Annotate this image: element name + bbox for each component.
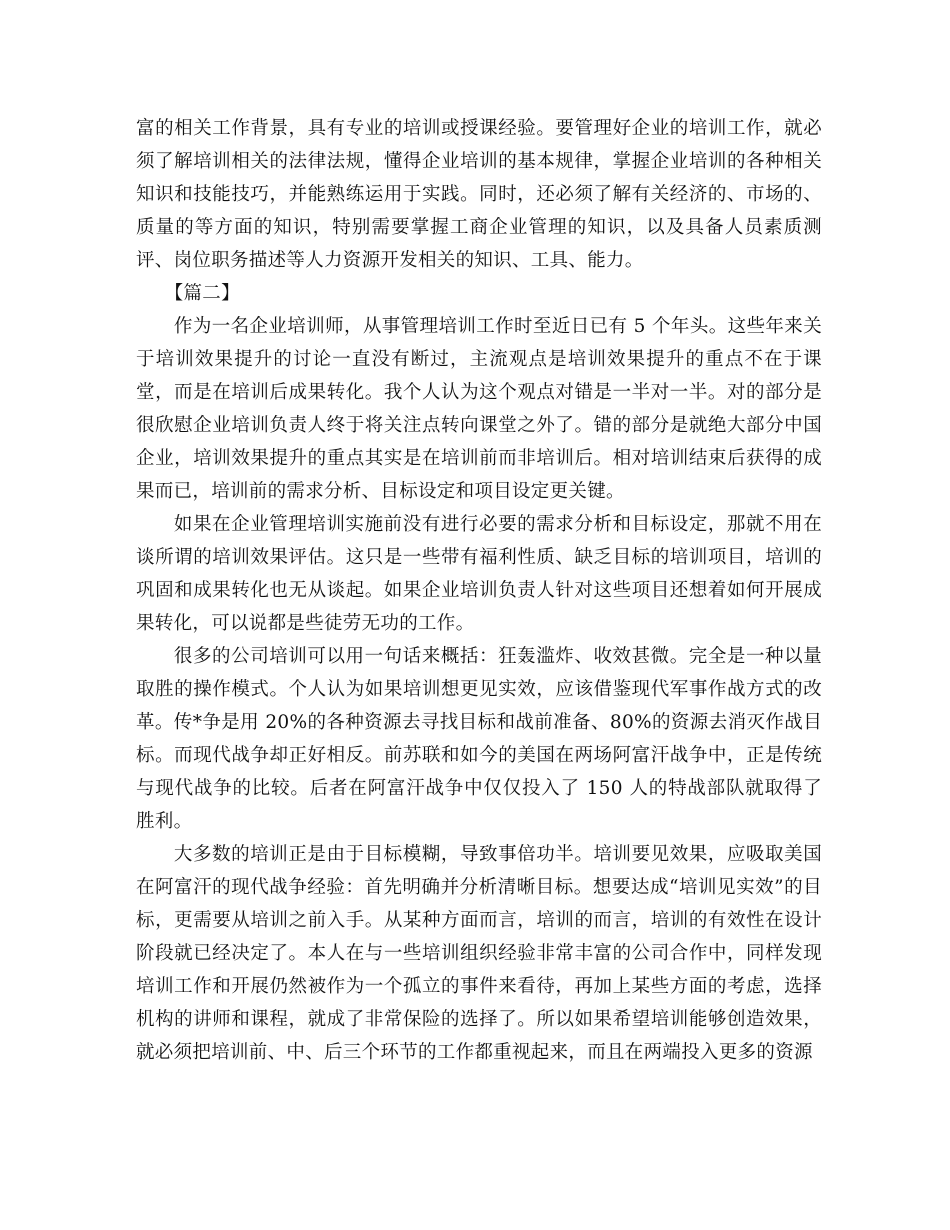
section-heading: 【篇二】 [164,283,240,304]
paragraph: 大多数的培训正是由于目标模糊，导致事倍功半。培训要见效果，应吸取美国在阿富汗的现代战争经验：首先明确并分析清晰目标。想要达成“培训见实效”的目标，更需要从培训之前入手。从某种方面而言，培训的而言，培训的有效性在设计阶段就已经决定了。本人在与一些培训组织经验非常丰富的公司合作中，同样发现培训工作和开展仍然被作为一个孤立的事件来看待，再加上某些方面的考虑，选择机构的讲师和课程，就成了非常保险的选择了。所以如果希望培训能够创造效果，就必须把培训前、中、后三个环节的工作都重视起来，而且在两端投入更多的资源 [136,844,822,1063]
paragraph: 如果在企业管理培训实施前没有进行必要的需求分析和目标设定，那就不用在谈所谓的培训效果评估。这只是一些带有福利性质、缺乏目标的培训项目，培训的巩固和成果转化也无从谈起。如果企业培训负责人针对这些项目还想着如何开展成果转化，可以说都是些徒劳无功的工作。 [136,514,822,634]
paragraph: 很多的公司培训可以用一句话来概括：狂轰滥炸、收效甚微。完全是一种以量取胜的操作模式。个人认为如果培训想更见实效，应该借鉴现代军事作战方式的改革。传*争是用 20%的各种资源去寻找目标和战前准备、80%的资源去消灭作战目标。而现代战争却正好相反。前苏联和如今的美国在两场阿富汗战争中，正是传统与现代战争的比较。后者在阿富汗战争中仅仅投入了 150 人的特战部队就取得了胜利。 [136,646,822,832]
paragraph: 作为一名企业培训师，从事管理培训工作时至近日已有 5 个年头。这些年来关于培训效果提升的讨论一直没有断过，主流观点是培训效果提升的重点不在于课堂，而是在培训后成果转化。我个人认为这个观点对错是一半对一半。对的部分是很欣慰企业培训负责人终于将关注点转向课堂之外了。错的部分是就绝大部分中国企业，培训效果提升的重点其实是在培训前而非培训后。相对培训结束后获得的成果而已，培训前的需求分析、目标设定和项目设定更关键。 [136,316,822,502]
document-body [136,112,822,1069]
paragraph-continuation: 富的相关工作背景，具有专业的培训或授课经验。要管理好企业的培训工作，就必须了解培训相关的法律法规，懂得企业培训的基本规律，掌握企业培训的各种相关知识和技能技巧，并能熟练运用于实践。同时，还必须了解有关经济的、市场的、质量的等方面的知识，特别需要掌握工商企业管理的知识，以及具备人员素质测评、岗位职务描述等人力资源开发相关的知识、工具、能力。 [136,118,822,271]
